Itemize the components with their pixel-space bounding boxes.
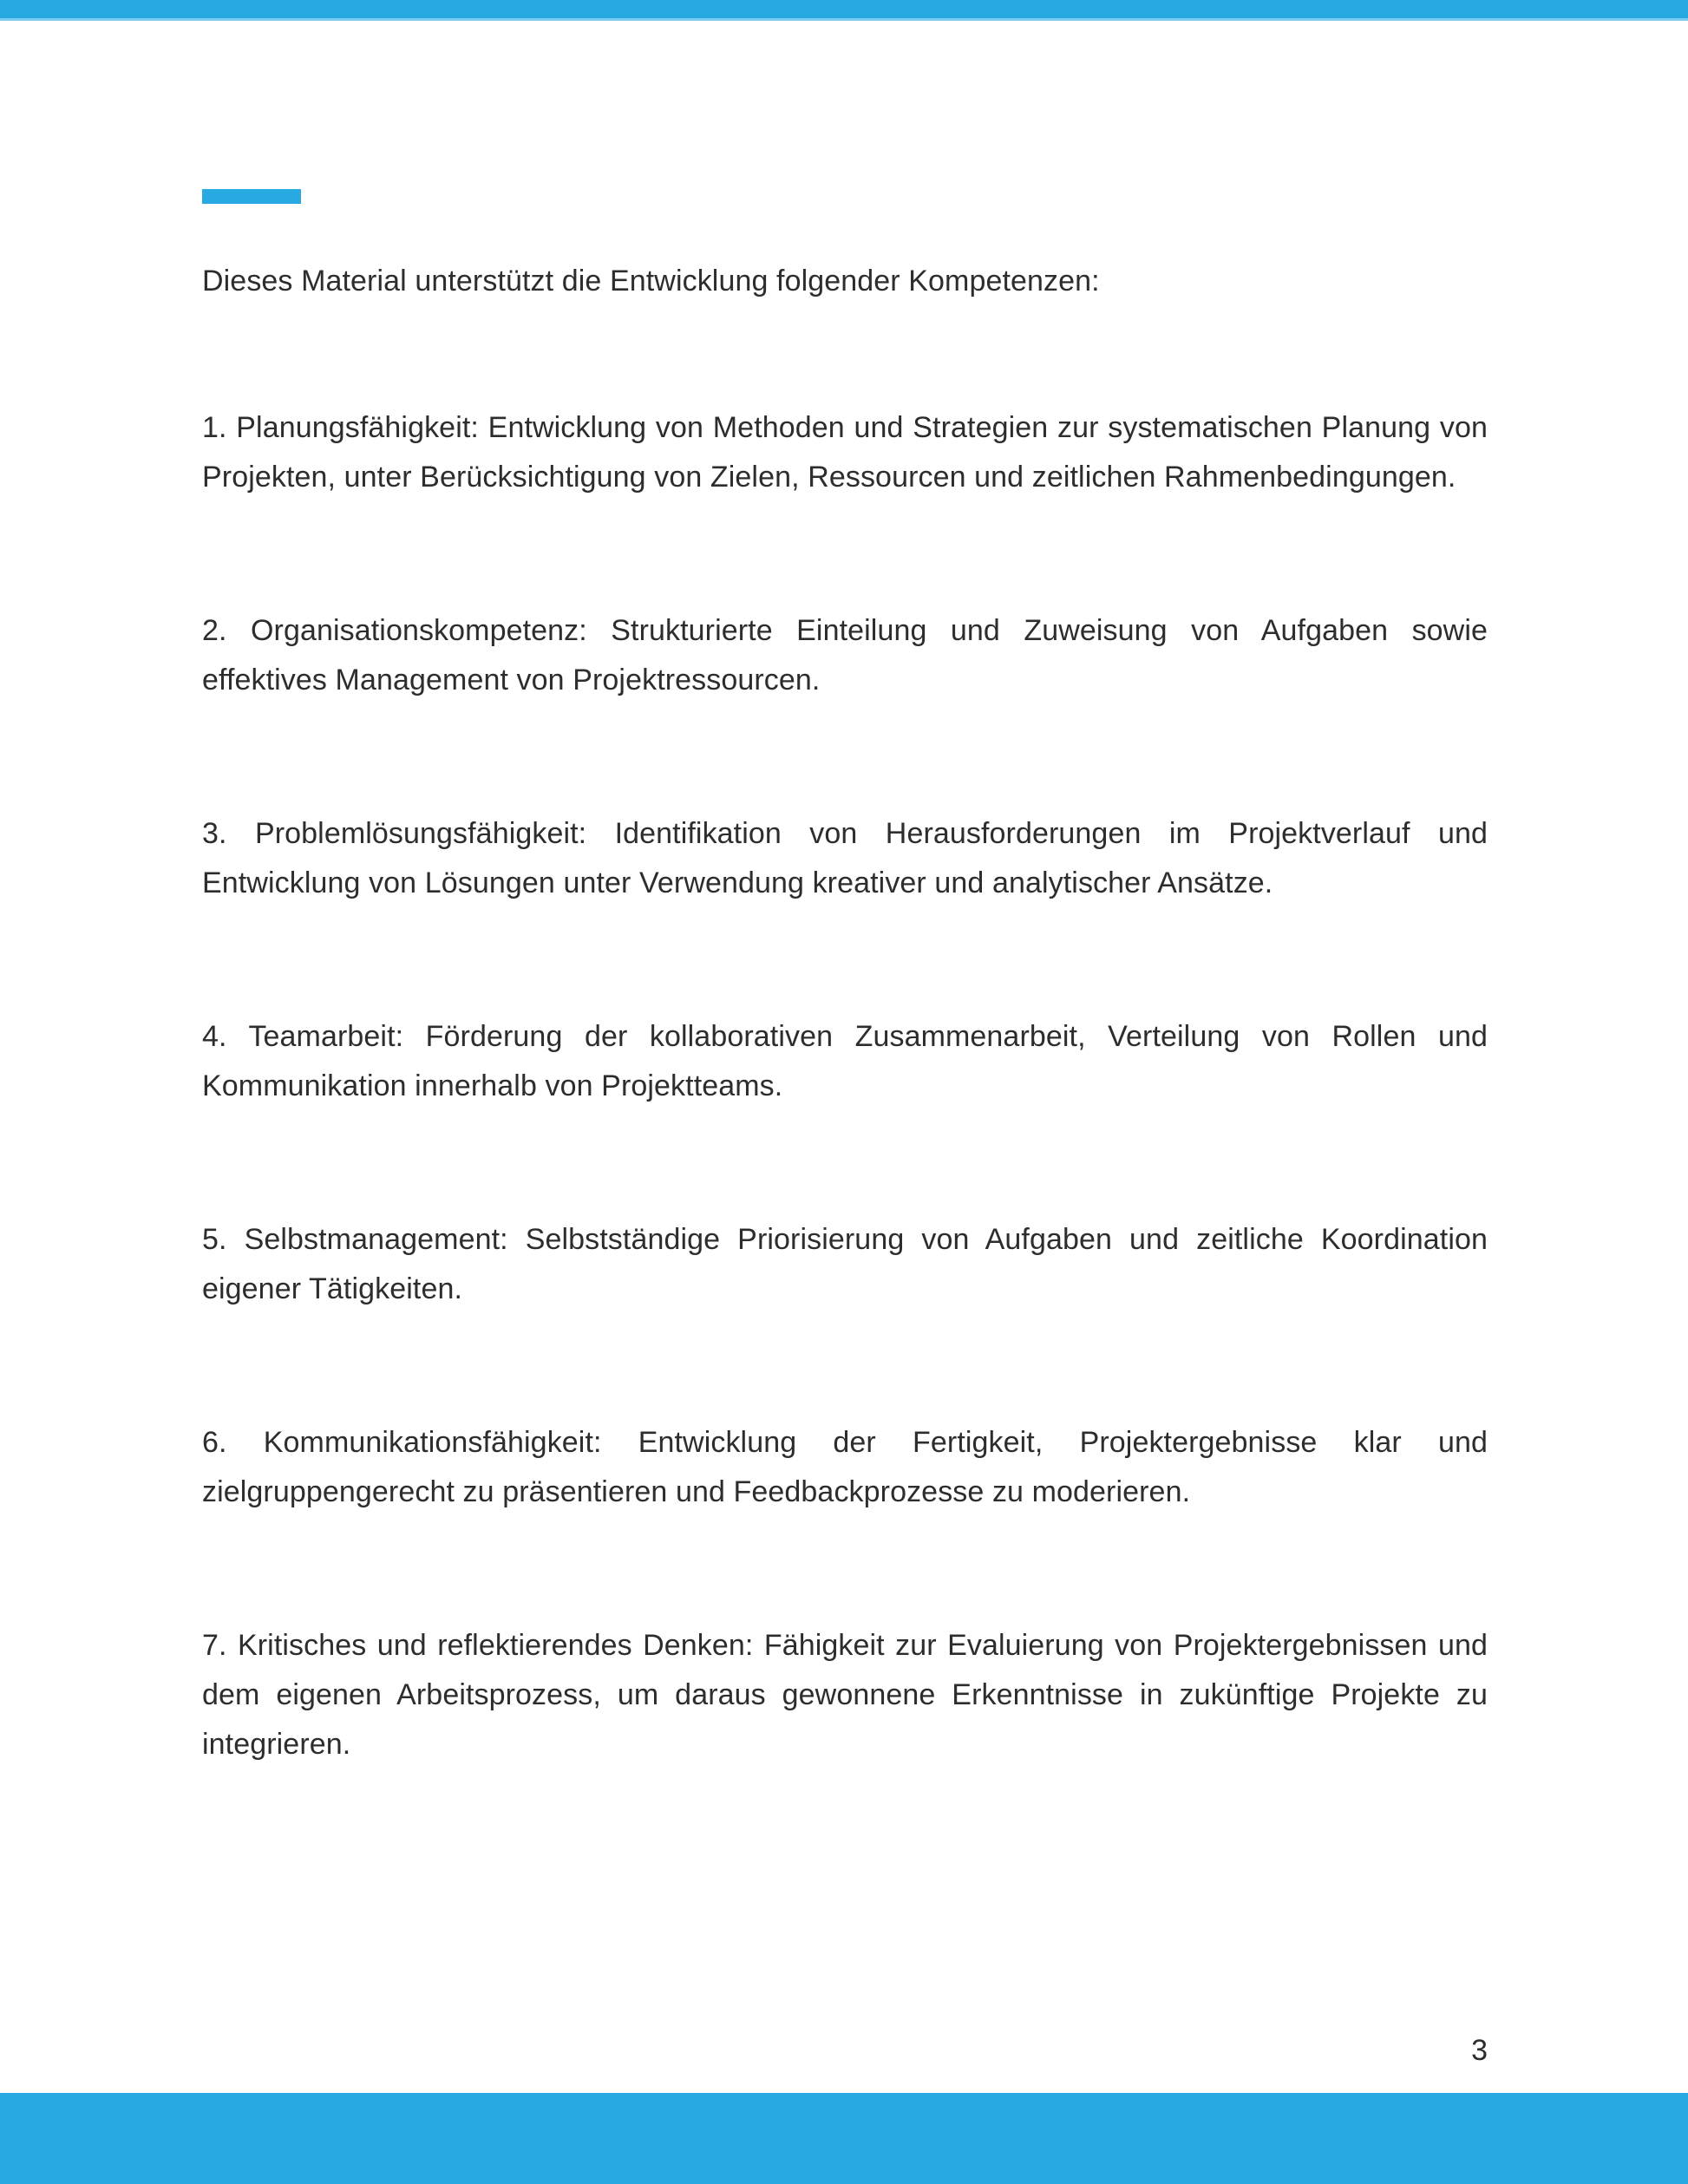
list-item-6: 6. Kommunikationsfähigkeit: Entwicklung der Fertigkeit, Projektergebnisse klar und zielgruppengerecht zu präsentieren und Feedbackprozesse zu moderieren. (202, 1426, 1488, 1508)
top-accent-bar (0, 0, 1688, 21)
bottom-accent-bar (0, 2093, 1688, 2184)
intro-text: Dieses Material unterstützt die Entwicklung folgender Kompetenzen: (202, 265, 1100, 298)
list-item-5: 5. Selbstmanagement: Selbstständige Priorisierung von Aufgaben und zeitliche Koordination eigener Tätigkeiten. (202, 1223, 1488, 1305)
content-area (202, 257, 1488, 1769)
list-item-7: 7. Kritisches und reflektierendes Denken: Fähigkeit zur Evaluierung von Projektergebnissen und dem eigenen Arbeitsprozess, um daraus gewonnene Erkenntnisse in zukünftige Projekte zu integrieren. (202, 1629, 1488, 1761)
page-number: 3 (1471, 2034, 1488, 2067)
list-item-1: 1. Planungsfähigkeit: Entwicklung von Methoden und Strategien zur systematischen Planung von Projekten, unter Berücksichtigung von Zielen, Ressourcen und zeitlichen Rahmenbedingungen. (202, 411, 1488, 494)
section-accent-mark (202, 189, 301, 204)
list-item-2: 2. Organisationskompetenz: Strukturierte Einteilung und Zuweisung von Aufgaben sowie effektives Management von Projektressourcen. (202, 614, 1488, 696)
list-item-3: 3. Problemlösungsfähigkeit: Identifikation von Herausforderungen im Projektverlauf und Entwicklung von Lösungen unter Verwendung kreativer und analytischer Ansätze. (202, 817, 1488, 899)
list-item-4: 4. Teamarbeit: Förderung der kollaborativen Zusammenarbeit, Verteilung von Rollen und Kommunikation innerhalb von Projektteams. (202, 1020, 1488, 1102)
